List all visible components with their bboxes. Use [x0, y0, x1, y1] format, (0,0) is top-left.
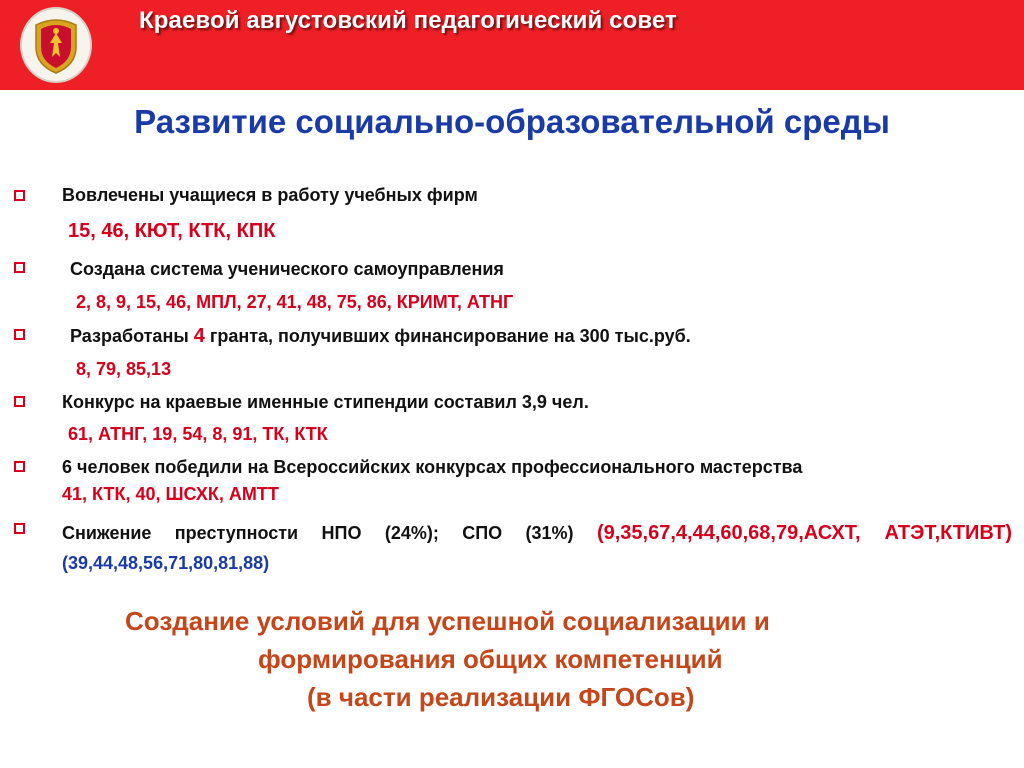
item-3-grant-count: 4	[193, 325, 205, 347]
item-3-text	[70, 325, 691, 348]
item-3-text-after: гранта, получивших финансирование на 300 тыс.руб.	[209, 326, 691, 346]
item-4-text: Конкурс на краевые именные стипендии составил 3,9 чел.	[62, 392, 589, 412]
item-5-text: 6 человек победили на Всероссийских конкурсах профессионального мастерства	[62, 457, 803, 477]
header-title: Краевой августовский педагогический совет	[139, 7, 677, 34]
item-6-blue-schools: (39,44,48,56,71,80,81,88)	[62, 553, 270, 573]
coat-of-arms-icon	[20, 7, 92, 83]
item-4-schools: 61, АТНГ, 19, 54, 8, 91, ТК, КТК	[68, 424, 328, 444]
item-6-red-schools: (9,35,67,4,44,60,68,79,АСХТ, АТЭТ,КТИВТ)	[596, 522, 1012, 544]
bullet-icon	[14, 262, 25, 273]
conclusion-line-2: формирования общих компетенций	[258, 644, 723, 674]
conclusion	[120, 602, 920, 716]
conclusion-line-3: (в части реализации ФГОСов)	[307, 682, 695, 712]
bullet-icon	[14, 190, 25, 201]
item-6-text	[62, 518, 1012, 578]
bullet-icon	[14, 396, 25, 407]
item-3-text-before: Разработаны	[70, 326, 189, 346]
bullet-icon	[14, 329, 25, 340]
header-bar	[0, 0, 1024, 90]
item-3-schools: 8, 79, 85,13	[76, 359, 172, 379]
item-6-crime-text: Снижение преступности НПО (24%); СПО (31%)	[62, 523, 574, 543]
item-1-schools: 15, 46, КЮТ, КТК, КПК	[68, 220, 276, 242]
item-2-schools: 2, 8, 9, 15, 46, МПЛ, 27, 41, 48, 75, 86, КРИМТ, АТНГ	[76, 292, 514, 312]
item-2-text: Создана система ученического самоуправления	[70, 259, 504, 279]
bullet-icon	[14, 461, 25, 472]
bullet-icon	[14, 523, 25, 534]
item-1-text: Вовлечены учащиеся в работу учебных фирм	[62, 185, 478, 205]
slide-title: Развитие социально-образовательной среды	[134, 103, 890, 140]
conclusion-line-1: Создание условий для успешной социализации и	[125, 606, 770, 636]
item-5-schools: 41, КТК, 40, ШСХК, АМТТ	[62, 484, 279, 504]
